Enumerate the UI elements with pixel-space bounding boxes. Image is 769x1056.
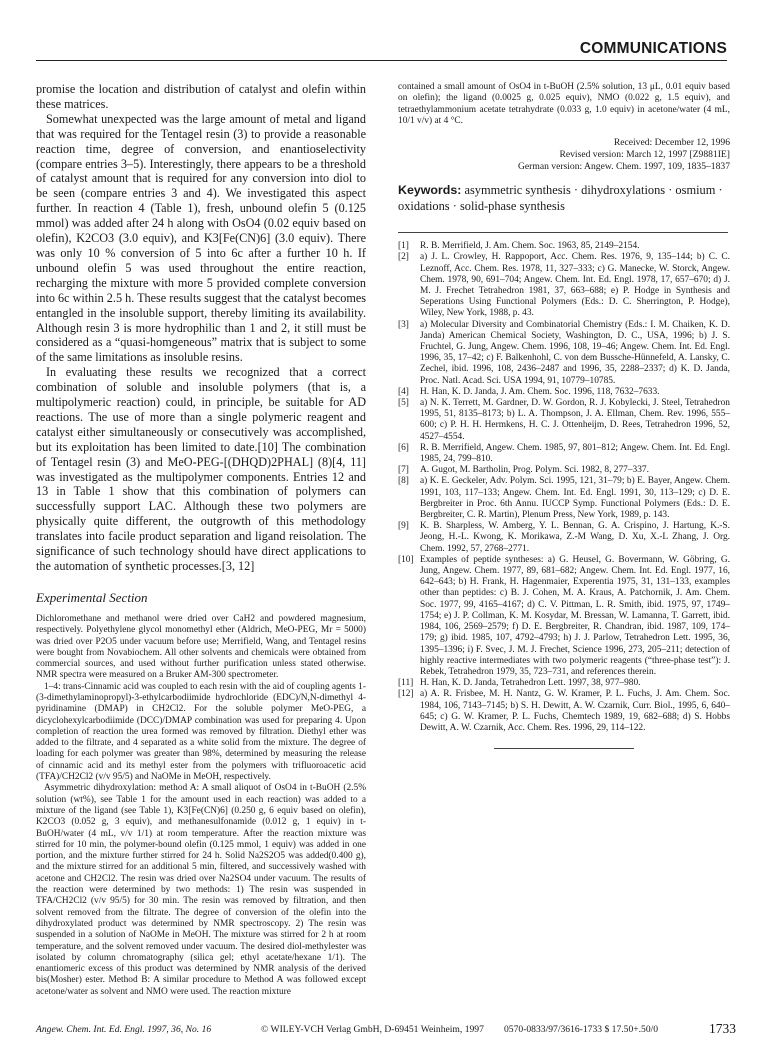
reference-item — [398, 443, 730, 465]
reference-number: [9] — [398, 521, 409, 532]
reference-item — [398, 521, 730, 555]
keywords — [398, 183, 730, 214]
page-number: 1733 — [709, 1021, 736, 1036]
experimental-paragraph: Asymmetric dihydroxylation: method A: A small aliquot of OsO4 in t-BuOH (2.5% solution (wt%), see Table 1 for the amount used in each reaction) was added to a mixture of the ligand (see Table 1), K3[Fe(CN)6] (0.250 g, 6 equiv based on olefin), K2CO3 (0.052 g, 3 equiv), and methanesulfonamide (0.012 g, 1 equiv) in t-BuOH/water (4 mL, v/v 1/1) at room temperature. After the reaction mixture was stirred for 10 min, the polymer-bound olefin (0.125 mmol, 1 equiv) was added in one portion, and the mixture further stirred for 24 h. Solid Na2S2O5 was added(0.400 g), and the mixture stirred for an additional 5 min, filtered, and successively washed with acetone and CH2Cl2. The resin was dried over Na2SO4 under vacuum. The results of the reaction were determined by two methods: 1) The resin was suspended in TFA/CH2Cl2 (v/v 95/5) for 30 min. The resin was removed by filtration, and then solvent removed from the filtrate. The degree of conversion of the olefin into the dihydroxylated product was determined by NMR spectroscopy. 2) The resin was suspended in a solution of NaOMe in MeOH. The mixture was stirred for 2 h at room temperature, and the solvent removed under vacuum. The desired diol-methylester was isolated by column chromatography (silica gel; ethyl acetate/hexane 1/1). The enantiomeric excess of this product was determined by NMR analysis of the derived bis(Mosher) ester. Method B: A similar procedure to Method A was followed except acetone/water as solvent and NMO were used. The reaction mixture — [36, 783, 366, 997]
reference-text: a) A. R. Frisbee, M. H. Nantz, G. W. Kramer, P. L. Fuchs, J. Am. Chem. Soc. 1984, 106, 7143–7145; b) S. H. Dewitt, A. W. Czarnik, Curr. Biol., 1995, 6, 640–645; c) G. W. Kramer, P. L. Fuchs, Chemtech 1989, 19, 682–688; d) S. Hobbs Dewitt, A. W. Czarnik, Acc. Chem. Res. 1996, 29, 114–122. — [420, 689, 730, 733]
reference-text: K. B. Sharpless, W. Amberg, Y. L. Bennan, G. A. Crispino, J. Hartung, K.-S. Jeong, H.-L. Kwong, K. Morikawa, Z.-M Wang, D. Xu, X.-L Zhang, J. Org. Chem. 1992, 57, 2768–2771. — [420, 521, 730, 554]
reference-number: [12] — [398, 689, 414, 700]
reference-number: [6] — [398, 442, 409, 453]
reference-item — [398, 241, 730, 252]
section-title: COMMUNICATIONS — [579, 40, 727, 57]
reference-item — [398, 252, 730, 319]
reference-item — [398, 320, 730, 387]
reference-number: [1] — [398, 241, 409, 252]
end-rule — [494, 748, 634, 749]
reference-number: [8] — [398, 476, 409, 487]
body-paragraph: Somewhat unexpected was the large amount of metal and ligand that was required for the Tentagel resin (3) to provide a reasonable reaction time, degree of conversion, and enantioselectivity (compare entries 3–5). Interestingly, there appears to be a threshold of catalyst amount that is required for any conversion into diol to be seen (compare entries 3 and 4). We investigated this aspect further. In reaction 4 (Table 1), fresh, unbound olefin 5 (0.125 mmol) was added after 24 h along with OsO4 (0.02 equiv based on olefin), K2CO3 (3.0 equiv), and K3[Fe(CN)6] (3.0 equiv). There was only 10 % conversion of 5 into 6c after a further 10 h. If unbound olefin 5 was used throughout the entire reaction, recharging the mixture with more 5 provided complete conversion into 6c within 2.5 h. These results suggest that the catalyst becomes entangled in the insoluble support, thereby limiting its availability. Although resin 3 is more hydrophilic than 1 and 2, it still must be considered as a “quasi-homgeneous” matrix that is subject to some of the same limitations as insoluble resins. — [36, 111, 366, 365]
references-divider — [398, 232, 728, 233]
revised-date: Revised version: March 12, 1997 [Z9881IE] — [559, 149, 730, 161]
keywords-label: Keywords: — [398, 183, 462, 198]
reference-text: a) Molecular Diversity and Combinatorial Chemistry (Eds.: I. M. Chaiken, K. D. Janda) American Chemical Society, Washington, D. C., USA, 1996; b) J. S. Fruchtel, G. Jung, Angew. Chem. 1996, 108, 19–46; Angew. Chem. Int. Ed. Engl. 1996, 35, 17–42; c) F. Balkenhohl, C. von dem Bussche-Hünnefeld, A. Lansky, C. Zechel, ibid. 1996, 108, 2436–2487 and 1996, 35, 2288–2337; d) K. D. Janda, Proc. Natl. Acad. Sci. USA 1994, 91, 10779–10785. — [420, 319, 730, 386]
issn-price: 0570-0833/97/3616-1733 $ 17.50+.50/0 — [504, 1024, 659, 1035]
received-date: Received: December 12, 1996 — [613, 137, 730, 149]
experimental-paragraph: Dichloromethane and methanol were dried over CaH2 and powdered magnesium, respectively. Polyethylene glycol monomethyl ether (Aldrich, MeO-PEG, Mr = 5000) was dried over P2O5 under vacuum before use; Merrifield, Wang, and Tentagel resins were bought from Novabiochem. All other solvents and chemicals were obtained from commercial sources, and used without further purification unless stated otherwise. NMR spectra were measured on a Bruker AM-300 spectrometer. — [36, 613, 366, 681]
reference-text: a) K. E. Geckeler, Adv. Polym. Sci. 1995, 121, 31–79; b) E. Bayer, Angew. Chem. 1991, 103, 117–133; Angew. Chem. Int. Ed. Engl. 1991, 30, 113–129; c) D. E. Bergbreiter in Proc. 6th Annu. IUCCP Symp. Functional Polymers (Eds.: D. E. Bergbreiter, C. R. Martin), Plenum Press, New York, 1989, p. 143. — [420, 476, 730, 521]
reference-item — [398, 465, 730, 476]
reference-text: a) N. K. Terrett, M. Gardner, D. W. Gordon, R. J. Kobylecki, J. Steel, Tetrahedron 1995, 51, 8135–8173; b) L. A. Thompson, J. A. Ellman, Chem. Rev. 1996, 555–600; c) P. H. H. Hermkens, H. C. J. Ottenheijm, D. Rees, Tetrahedron 1996, 52, 4527–4554. — [420, 398, 730, 442]
copyright: © WILEY-VCH Verlag GmbH, D-69451 Weinheim, 1997 — [261, 1024, 484, 1035]
manuscript-dates — [398, 137, 730, 173]
journal-citation: Angew. Chem. Int. Ed. Engl. 1997, 36, No. 16 — [36, 1024, 212, 1035]
header-rule — [36, 60, 727, 61]
reference-number: [7] — [398, 465, 409, 476]
reference-number: [4] — [398, 386, 409, 397]
reference-number: [2] — [398, 252, 409, 263]
reference-text: a) J. L. Crowley, H. Rappoport, Acc. Chem. Res. 1976, 9, 135–144; b) C. C. Leznoff, Acc. Chem. Res. 1978, 11, 327–333; c) G. Manecke, W. Storck, Angew. Chem. 1978, 90, 691–704; Angew. Chem. Int. Ed. Engl. 1978, 17, 657–670; d) J. M. J. Frechet Tetrahedron 1981, 37, 663–688; e) P. Hodge in Synthesis and Seperations Using Functional Polymers (Eds.: D. C. Sherrington, P. Hodge), Wiley, New York, 1988, p. 43. — [420, 252, 730, 319]
right-column — [398, 82, 730, 749]
reference-item — [398, 678, 730, 689]
page-header — [36, 40, 727, 60]
reference-number: [5] — [398, 398, 409, 409]
body-paragraph: promise the location and distribution of catalyst and olefin within these matrices. — [36, 82, 366, 111]
page-footer — [36, 1021, 736, 1040]
reference-text: R. B. Merrifield, Angew. Chem. 1985, 97, 801–812; Angew. Chem. Int. Ed. Engl. 1985, 24, 799–810. — [420, 442, 730, 465]
reference-text: A. Gugot, M. Bartholin, Prog. Polym. Sci. 1982, 8, 277–337. — [420, 465, 649, 476]
reference-text: R. B. Merrifield, J. Am. Chem. Soc. 1963, 85, 2149–2154. — [420, 241, 640, 252]
german-version: German version: Angew. Chem. 1997, 109, 1835–1837 — [517, 161, 730, 173]
keywords-list: asymmetric synthesis · dihydroxylations · osmium · oxidations · solid-phase synthesis — [398, 183, 723, 213]
reference-item — [398, 555, 730, 678]
experimental-paragraph: 1–4: trans-Cinnamic acid was coupled to each resin with the aid of coupling agents 1-(3-dimethylaminopropyl)-3-ethylcarbodiimide hydrochloride (EDC)/N,N-dimethyl 4-pyridinamine (DMAP) in CH2Cl2. For the soluble polymer MeO-PEG, a dicyclohexylcarbodiimide (DCC)/DMAP combination was used for preparing 4. Upon completion of reaction the urea formed was removed by filtration. Diethyl ether was added to the filtrate, and 4 separated as a white solid from the mixture. The degree of loading for each polymer was greater than 98%, determined by measuring the release of cinnamic acid and its methyl ester from the polymers with trifluoroacetic acid (TFA)/CH2Cl2 (v/v 95/5) and NaOMe in MeOH, respectively. — [36, 681, 366, 783]
reference-item — [398, 689, 730, 734]
experimental-continuation: contained a small amount of OsO4 in t-BuOH (2.5% solution, 13 μL, 0.01 equiv based on olefin); the ligand (0.0025 g, 0.025 equiv), NMO (0.022 g, 1.5 equiv), and tetraethylammonium acetate tetrahydrate (0.033 g, 1.0 equiv) in acetone/water (4 mL, 10/1 v/v) at 4 °C. — [398, 82, 730, 126]
reference-item — [398, 387, 730, 398]
reference-number: [3] — [398, 319, 409, 330]
reference-list — [398, 241, 730, 734]
reference-item — [398, 476, 730, 521]
reference-number: [11] — [398, 678, 414, 689]
reference-item — [398, 398, 730, 443]
left-column — [36, 82, 366, 998]
experimental-heading: Experimental Section — [36, 589, 148, 605]
reference-text: H. Han, K. D. Janda, Tetrahedron Lett. 1997, 38, 977–980. — [420, 678, 641, 689]
reference-number: [10] — [398, 554, 414, 565]
reference-text: Examples of peptide syntheses: a) G. Heusel, G. Bovermann, W. Göbring, G. Jung, Angew. Chem. 1977, 89, 681–682; Angew. Chem. Int. Ed. Engl. 1977, 16, 642–643; b) H. Frank, H. Hagenmaier, Experentia 1975, 31, 131–133, examples other than peptides: c) B. J. Cohen, M. A. Kraus, A. Patchornik, J. Am. Chem. Soc. 1977, 99, 4165–4167; d) C. V. Pittman, L. R. Smith, ibid. 1975, 97, 1749–1754; e) J. P. Collman, K. M. Kosydar, M. Bressan, W. Lamanna, T. Garrett, ibid. 1984, 106, 2569–2579; f) D. E. Bergbreiter, R. Chandran, ibid. 1987, 109, 174–179; g) ibid. 1985, 107, 4792–4793; h) J. J. Parlow, Tetrahedron Lett. 1995, 36, 1395–1396; i) F. Svec, J. M. J. Frechet, Science 1996, 273, 205–211; detection of highly reactive intermediates with two polymeric reagents (“three-phase test”): J. Rebek, Tetrahedron 1979, 35, 723–731, and references therein. — [420, 554, 730, 677]
reference-text: H. Han, K. D. Janda, J. Am. Chem. Soc. 1996, 118, 7632–7633. — [420, 386, 660, 397]
body-paragraph: In evaluating these results we recognized that a correct combination of soluble and insoluble polymers (that is, a multipolymeric reaction) could, in principle, be suitable for AD reactions. The use of more than a single polymeric reagent and catalyst either simultaneously or consecutively was accomplished, but its exploitation has been limited to date.[10] The combination of Tentagel resin (3) and MeO-PEG-[(DHQD)2PHAL] (8)[4, 11] was investigated as the multipolymer components. Entries 12 and 13 in Table 1 show that this combination of polymers can successfully support LAC. Although these two polymers are physically quite different, the outgrowth of this methodology translates into facile product separation and ligand reisolation. The significance of such technology should have direct applications to the automation of synthetic processes.[3, 12] — [36, 365, 366, 573]
